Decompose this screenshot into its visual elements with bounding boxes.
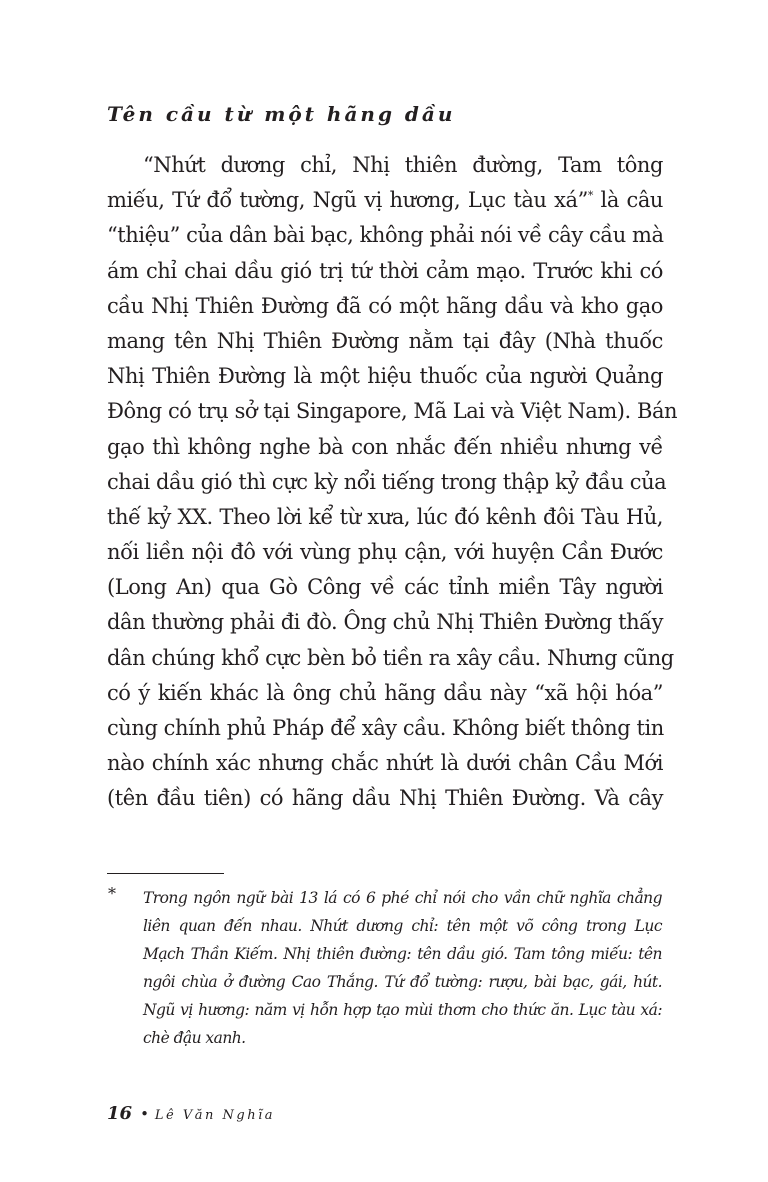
body-line-4: ám chỉ chai dầu gió trị tứ thời cảm mạo. Trước khi có bbox=[107, 258, 663, 283]
body-line-3: “thiệu” của dân bài bạc, không phải nói về cây cầu mà bbox=[107, 223, 664, 248]
footnote-line-5: Ngũ vị hương: năm vị hỗn hợp tạo mùi thơm cho thức ăn. Lục tàu xá: bbox=[143, 1001, 662, 1019]
body-line-1: “Nhứt dương chỉ, Nhị thiên đường, Tam tông bbox=[143, 153, 663, 177]
body-line-14: dân thường phải đi đò. Ông chủ Nhị Thiên Đường thấy bbox=[107, 610, 663, 635]
body-line-5: cầu Nhị Thiên Đường đã có một hãng dầu và kho gạo bbox=[107, 293, 663, 318]
footnote-line-6: chè đậu xanh. bbox=[143, 1029, 246, 1047]
body-line-10: chai dầu gió thì cực kỳ nổi tiếng trong thập kỷ đầu của bbox=[107, 469, 667, 494]
body-line-2-text: miếu, Tứ đổ tường, Ngũ vị hương, Lục tàu xá” bbox=[107, 188, 588, 213]
body-line-2 bbox=[107, 183, 663, 218]
body-line-2-tail: là câu bbox=[592, 188, 663, 213]
body-line-13: (Long An) qua Gò Công về các tỉnh miền Tây người bbox=[107, 575, 663, 600]
footnote-line-1: Trong ngôn ngữ bài 13 lá có 6 phé chỉ nói cho vần chữ nghĩa chẳng bbox=[143, 889, 662, 907]
page-footer bbox=[107, 1103, 275, 1124]
body-line-15: dân chúng khổ cực bèn bỏ tiền ra xây cầu. Nhưng cũng bbox=[107, 645, 674, 670]
body-line-18: nào chính xác nhưng chắc nhứt là dưới chân Cầu Mới bbox=[107, 751, 663, 776]
footnote-reference: * bbox=[587, 189, 593, 203]
author-name: Lê Văn Nghĩa bbox=[154, 1108, 276, 1123]
footnote-line-3: Mạch Thần Kiếm. Nhị thiên đường: tên dầu gió. Tam tông miếu: tên bbox=[143, 945, 662, 963]
body-line-8: Đông có trụ sở tại Singapore, Mã Lai và Việt Nam). Bán bbox=[107, 399, 678, 424]
body-line-7: Nhị Thiên Đường là một hiệu thuốc của người Quảng bbox=[107, 364, 663, 389]
body-line-12: nối liền nội đô với vùng phụ cận, với huyện Cần Đước bbox=[107, 540, 663, 565]
body-line-6: mang tên Nhị Thiên Đường nằm tại đây (Nhà thuốc bbox=[107, 328, 663, 353]
body-line-16: có ý kiến khác là ông chủ hãng dầu này “xã hội hóa” bbox=[107, 680, 663, 705]
section-heading: Tên cầu từ một hãng dầu bbox=[107, 102, 456, 126]
body-line-11: thế kỷ XX. Theo lời kể từ xưa, lúc đó kênh đôi Tàu Hủ, bbox=[107, 504, 663, 529]
footnote-separator-rule bbox=[107, 873, 224, 874]
page-number: 16 bbox=[107, 1103, 133, 1124]
body-line-9: gạo thì không nghe bà con nhắc đến nhiều nhưng về bbox=[107, 434, 663, 459]
footnote-text bbox=[143, 884, 662, 1052]
body-line-17: cùng chính phủ Pháp để xây cầu. Không biết thông tin bbox=[107, 716, 664, 740]
footnote-line-2: liên quan đến nhau. Nhứt dương chỉ: tên một võ công trong Lục bbox=[143, 917, 662, 935]
bullet-separator: • bbox=[140, 1105, 149, 1123]
footnote-marker: * bbox=[108, 884, 116, 903]
body-paragraph bbox=[107, 148, 678, 817]
body-line-19: (tên đầu tiên) có hãng dầu Nhị Thiên Đường. Và cây bbox=[107, 786, 663, 811]
footnote-line-4: ngôi chùa ở đường Cao Thắng. Tứ đổ tường: rượu, bài bạc, gái, hút. bbox=[143, 973, 662, 991]
